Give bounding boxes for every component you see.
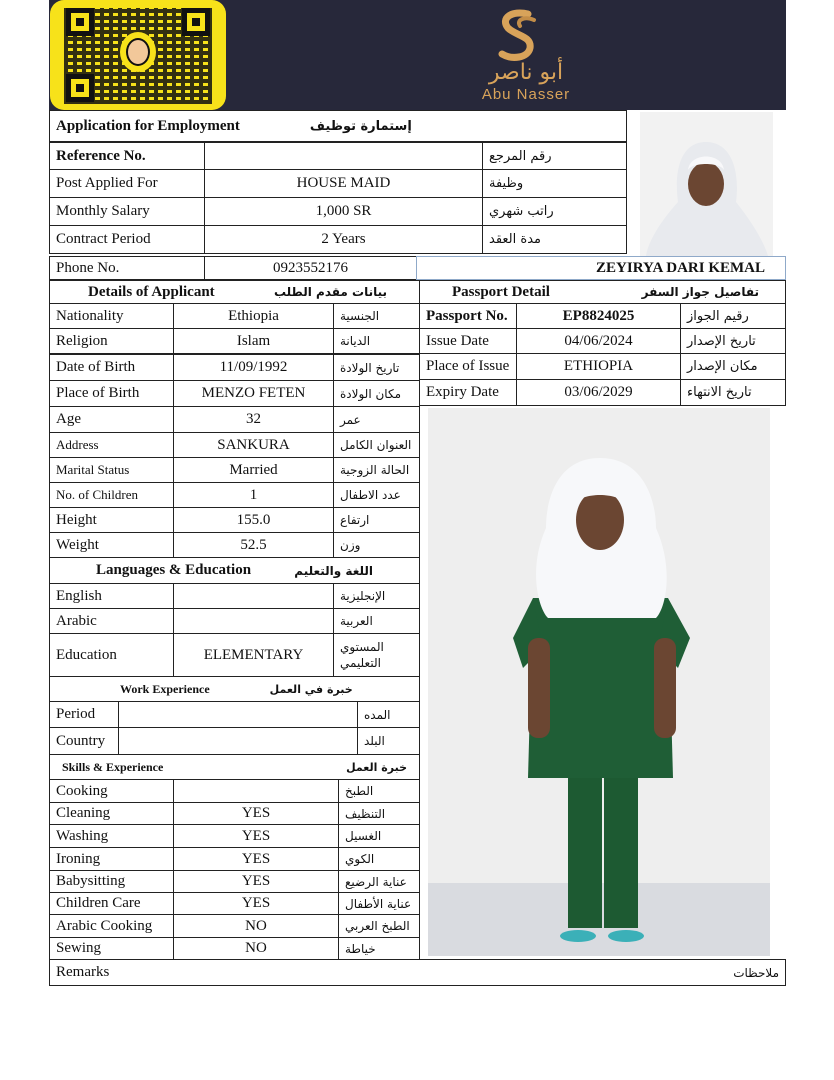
skills-heading-arabic: خبرة العمل <box>346 760 407 774</box>
label-ar-address: العنوان الكامل <box>333 432 420 458</box>
label-ar-cleaning: التنظيف <box>338 802 420 825</box>
label-period: Period <box>49 701 119 728</box>
label-age: Age <box>49 406 174 433</box>
label-ar-babysitting: عناية الرضيع <box>338 870 420 893</box>
label-ar-english: الإنجليزية <box>333 583 420 609</box>
label-ar-sewing: خياطة <box>338 937 420 960</box>
applicant-portrait-photo <box>640 112 773 256</box>
bitmoji-avatar-icon <box>120 32 156 72</box>
value-age: 32 <box>173 406 334 433</box>
languages-heading-english: Languages & Education <box>96 562 252 578</box>
remarks-label-english: Remarks <box>56 964 110 980</box>
brand-name-arabic: أبو ناصر <box>488 60 564 85</box>
label-no-of-children: No. of Children <box>49 482 174 508</box>
qr-corner-marker <box>66 8 94 36</box>
label-ar-reference-no: رقم المرجع <box>482 142 627 170</box>
value-passport-no: EP8824025 <box>516 303 681 329</box>
label-phone: Phone No. <box>49 256 205 280</box>
passport-heading <box>419 280 786 304</box>
passport-heading-arabic: تفاصيل جواز السفر <box>641 285 759 299</box>
label-nationality: Nationality <box>49 303 174 329</box>
label-ar-country: البلد <box>357 727 420 755</box>
title-row <box>49 110 627 142</box>
label-reference-no: Reference No. <box>49 142 205 170</box>
label-ar-no-of-children: عدد الاطفال <box>333 482 420 508</box>
label-ar-expiry-date: تاريخ الانتهاء <box>680 379 786 406</box>
value-country <box>118 727 358 755</box>
value-place-of-birth: MENZO FETEN <box>173 380 334 407</box>
title-english: Application for Employment <box>56 117 240 134</box>
languages-heading-arabic: اللغة والتعليم <box>294 563 373 578</box>
label-ar-religion: الديانة <box>333 328 420 354</box>
applicant-name: ZEYIRYA DARI KEMAL <box>416 256 786 280</box>
value-babysitting: YES <box>173 870 339 893</box>
label-ar-contract-period: مدة العقد <box>482 225 627 254</box>
portrait-figure <box>640 112 773 256</box>
label-place-of-issue: Place of Issue <box>419 353 517 380</box>
label-place-of-birth: Place of Birth <box>49 380 174 407</box>
label-ar-weight: وزن <box>333 532 420 558</box>
label-cleaning: Cleaning <box>49 802 174 825</box>
label-marital-status: Marital Status <box>49 457 174 483</box>
label-date-of-birth: Date of Birth <box>49 354 174 381</box>
value-address: SANKURA <box>173 432 334 458</box>
value-phone: 0923552176 <box>204 256 417 280</box>
label-religion: Religion <box>49 328 174 354</box>
value-reference-no <box>204 142 483 170</box>
value-post-applied: HOUSE MAID <box>204 169 483 198</box>
label-children-care: Children Care <box>49 892 174 915</box>
remarks-row <box>49 959 786 986</box>
label-ar-post-applied: وظيفة <box>482 169 627 198</box>
value-ironing: YES <box>173 847 339 871</box>
label-issue-date: Issue Date <box>419 328 517 354</box>
label-ar-place-of-birth: مكان الولادة <box>333 380 420 407</box>
label-ar-washing: الغسيل <box>338 824 420 848</box>
label-monthly-salary: Monthly Salary <box>49 197 205 226</box>
value-arabic-cooking: NO <box>173 914 339 938</box>
label-ar-education: المستوي التعليمي <box>333 633 420 677</box>
skills-heading <box>49 754 420 780</box>
value-sewing: NO <box>173 937 339 960</box>
label-ar-cooking: الطبخ <box>338 779 420 803</box>
label-expiry-date: Expiry Date <box>419 379 517 406</box>
remarks-label-arabic: ملاحظات <box>733 965 779 980</box>
applicant-full-photo <box>428 408 770 956</box>
value-arabic <box>173 608 334 634</box>
qr-corner-marker <box>66 74 94 102</box>
label-contract-period: Contract Period <box>49 225 205 254</box>
label-arabic: Arabic <box>49 608 174 634</box>
title-arabic: إستمارة توظيف <box>309 118 412 134</box>
applicant-heading-arabic: بيانات مقدم الطلب <box>273 285 387 299</box>
qr-corner-marker <box>182 8 210 36</box>
value-children-care: YES <box>173 892 339 915</box>
value-marital-status: Married <box>173 457 334 483</box>
value-english <box>173 583 334 609</box>
label-ar-arabic: العربية <box>333 608 420 634</box>
label-country: Country <box>49 727 119 755</box>
value-religion: Islam <box>173 328 334 354</box>
label-passport-no: Passport No. <box>419 303 517 329</box>
label-ar-monthly-salary: راتب شهري <box>482 197 627 226</box>
label-washing: Washing <box>49 824 174 848</box>
languages-heading <box>49 557 420 584</box>
value-washing: YES <box>173 824 339 848</box>
value-period <box>118 701 358 728</box>
value-monthly-salary: 1,000 SR <box>204 197 483 226</box>
label-sewing: Sewing <box>49 937 174 960</box>
work-heading-arabic: خبرة في العمل <box>269 682 353 696</box>
label-arabic-cooking: Arabic Cooking <box>49 914 174 938</box>
label-address: Address <box>49 432 174 458</box>
label-ar-date-of-birth: تاريخ الولادة <box>333 354 420 381</box>
label-cooking: Cooking <box>49 779 174 803</box>
value-cooking <box>173 779 339 803</box>
label-ar-nationality: الجنسية <box>333 303 420 329</box>
label-ar-age: عمر <box>333 406 420 433</box>
value-cleaning: YES <box>173 802 339 825</box>
value-place-of-issue: ETHIOPIA <box>516 353 681 380</box>
label-ar-period: المده <box>357 701 420 728</box>
work-heading-english: Work Experience <box>120 681 210 696</box>
value-no-of-children: 1 <box>173 482 334 508</box>
label-ar-height: ارتفاع <box>333 507 420 533</box>
label-ar-children-care: عناية الأطفال <box>338 892 420 915</box>
brand-name-english: Abu Nasser <box>481 86 571 103</box>
label-weight: Weight <box>49 532 174 558</box>
value-issue-date: 04/06/2024 <box>516 328 681 354</box>
skills-heading-english: Skills & Experience <box>62 759 164 774</box>
snapcode-qr-icon <box>50 0 226 110</box>
label-ar-issue-date: تاريخ الإصدار <box>680 328 786 354</box>
label-ar-ironing: الكوي <box>338 847 420 871</box>
label-education: Education <box>49 633 174 677</box>
label-ar-marital-status: الحالة الزوجية <box>333 457 420 483</box>
applicant-heading <box>49 280 420 304</box>
work-heading <box>49 676 420 702</box>
value-height: 155.0 <box>173 507 334 533</box>
abu-nasser-logo-icon <box>488 6 548 66</box>
value-nationality: Ethiopia <box>173 303 334 329</box>
label-english: English <box>49 583 174 609</box>
value-education: ELEMENTARY <box>173 633 334 677</box>
value-weight: 52.5 <box>173 532 334 558</box>
label-post-applied: Post Applied For <box>49 169 205 198</box>
label-ar-place-of-issue: مكان الإصدار <box>680 353 786 380</box>
label-babysitting: Babysitting <box>49 870 174 893</box>
applicant-heading-english: Details of Applicant <box>88 283 215 300</box>
value-expiry-date: 03/06/2029 <box>516 379 681 406</box>
label-ironing: Ironing <box>49 847 174 871</box>
value-date-of-birth: 11/09/1992 <box>173 354 334 381</box>
passport-heading-english: Passport Detail <box>452 283 550 300</box>
full-body-figure <box>428 408 770 956</box>
label-height: Height <box>49 507 174 533</box>
label-ar-arabic-cooking: الطبخ العربي <box>338 914 420 938</box>
label-ar-passport-no: رقيم الجواز <box>680 303 786 329</box>
value-contract-period: 2 Years <box>204 225 483 254</box>
